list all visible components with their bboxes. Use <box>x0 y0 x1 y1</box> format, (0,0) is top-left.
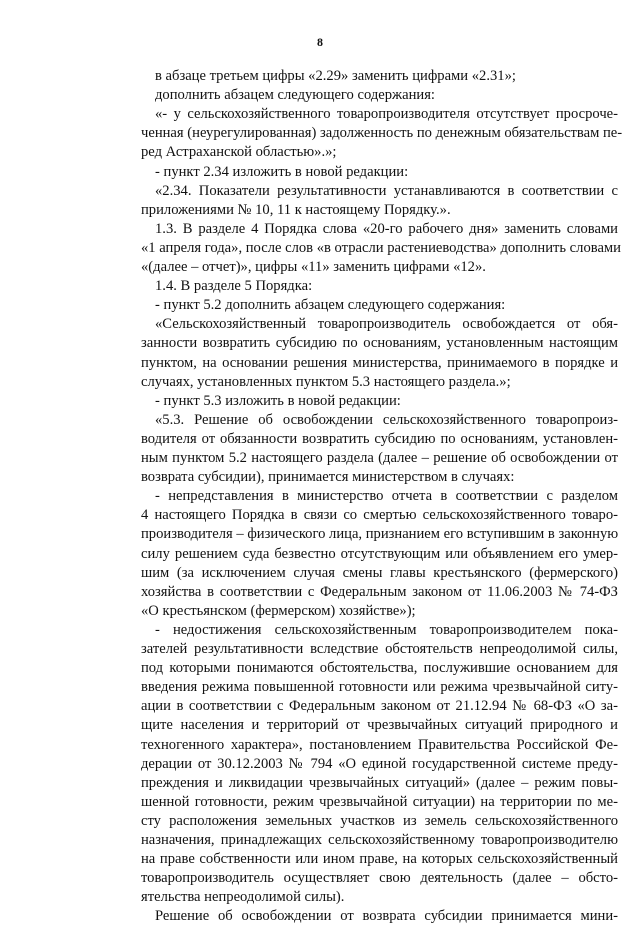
text-line: ным пунктом 5.2 настоящего раздела (далее – решение об освобождении от <box>141 450 618 466</box>
text-line: товаропроизводитель осуществляет свою деятельность (далее – обсто- <box>141 870 618 887</box>
text-line: хозяйства в соответствии с Федеральным законом от 11.06.2003 № 74-ФЗ <box>141 583 618 600</box>
text-line: «Сельскохозяйственный товаропроизводитель освобождается от обя- <box>155 316 618 333</box>
text-line: дополнить абзацем следующего содержания: <box>155 87 435 104</box>
text-line: в абзаце третьем цифры «2.29» заменить цифрами «2.31»; <box>155 68 516 84</box>
text-line: «5.3. Решение об освобождении сельскохозяйственного товаропроиз- <box>155 411 618 428</box>
text-line: на праве собственности или ином праве, на которых сельскохозяйственный <box>141 851 618 868</box>
text-line: «(далее – отчет)», цифры «11» заменить цифрами «12». <box>141 259 486 275</box>
text-line: введения режима повышенной готовности или режима чрезвычайной ситу- <box>141 679 618 696</box>
text-line: возврата субсидии), принимается министерством в случаях: <box>141 469 515 486</box>
text-line: щите населения и территорий от чрезвычайных ситуаций природного и <box>141 717 618 734</box>
text-line: назначения, принадлежащих сельскохозяйственному товаропроизводителю <box>141 832 618 848</box>
text-line: «2.34. Показатели результативности устанавливаются в соответствии с <box>155 182 618 199</box>
text-line: ятельства непреодолимой силы). <box>141 889 345 906</box>
text-line: - непредставления в министерство отчета в соответствии с разделом <box>155 488 618 505</box>
text-line: зателей результативности вследствие обстоятельств непреодолимой силы, <box>141 641 618 657</box>
text-line: ред Астраханской областью».»; <box>141 144 337 161</box>
text-line: 1.3. В разделе 4 Порядка слова «20-го рабочего дня» заменить словами <box>155 220 618 237</box>
text-line: - недостижения сельскохозяйственным товаропроизводителем пока- <box>155 621 618 638</box>
text-line: производителя – физического лица, признанием его вступившим в законную <box>141 526 619 543</box>
text-line: ации в соответствии с Федеральным законом от 21.12.94 № 68-ФЗ «О за- <box>141 698 618 715</box>
text-line: «О крестьянском (фермерском) хозяйстве»); <box>141 602 416 619</box>
text-line: дерации от 30.12.2003 № 794 «О единой государственной системе преду- <box>141 755 618 772</box>
text-line: - пункт 5.2 дополнить абзацем следующего содержания: <box>155 297 506 314</box>
text-line: ченная (неурегулированная) задолженность по денежным обязательствам пе- <box>141 125 623 142</box>
text-line: - пункт 5.3 изложить в новой редакции: <box>155 392 401 409</box>
text-line: сту расположения земельных участков из земель сельскохозяйственного <box>141 812 618 829</box>
text-line: - пункт 2.34 изложить в новой редакции: <box>155 163 409 180</box>
text-line: «1 апреля года», после слов «в отрасли растениеводства» дополнить словами <box>141 239 621 256</box>
text-line: шенной готовности, режим чрезвычайной ситуации) на территории по ме- <box>141 793 618 810</box>
text-line: преждения и ликвидации чрезвычайных ситуаций» (далее – режим повы- <box>141 774 618 791</box>
text-line: шим (за исключением случая смены главы крестьянского (фермерского) <box>141 564 618 581</box>
text-line: «- у сельскохозяйственного товаропроизводителя отсутствует просроче- <box>155 106 618 123</box>
text-line: под которыми понимаются обстоятельства, послужившие основанием для <box>141 660 618 677</box>
text-line: силу решением суда безвестно отсутствующим или объявлением его умер- <box>141 545 618 562</box>
text-line: Решение об освобождении от возврата субсидии принимается мини- <box>155 908 618 925</box>
text-line: техногенного характера», постановлением Правительства Российской Фе- <box>141 736 618 753</box>
page-number: 8 <box>317 35 323 49</box>
text-line: 4 настоящего Порядка в связи со смертью сельскохозяйственного товаро- <box>141 507 618 524</box>
text-line: пунктом, на основании решения министерства, принимаемого в порядке и <box>141 354 618 371</box>
text-line: водителя от обязанности возвратить субсидию по основаниям, установлен- <box>141 430 618 447</box>
text-line: приложениями № 10, 11 к настоящему Порядку.». <box>141 201 451 218</box>
text-line: случаях, установленных пунктом 5.3 настоящего раздела.»; <box>141 373 511 390</box>
text-line: 1.4. В разделе 5 Порядка: <box>155 278 313 295</box>
text-line: занности возвратить субсидию по основаниям, установленным настоящим <box>141 335 618 352</box>
